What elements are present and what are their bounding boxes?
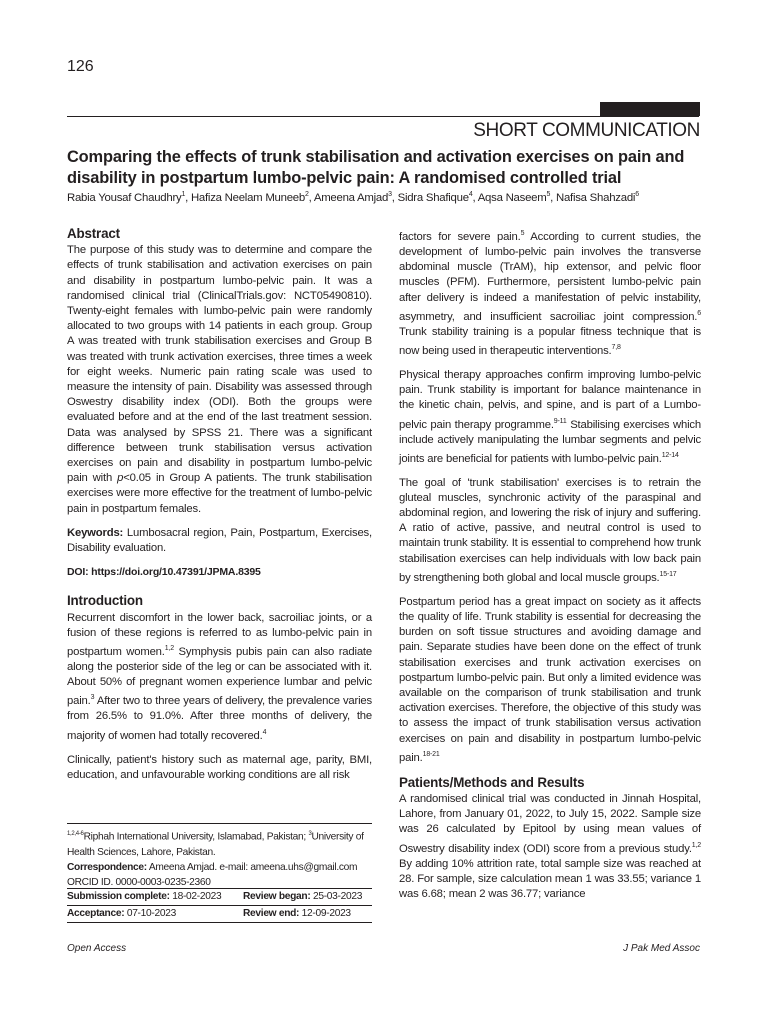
right-paragraph-2: Physical therapy approaches confirm improving lumbo-pelvic pain. Trunk stability is important for balance maintenance in the kinetic chain, pelvis, and spine, and is part of a Lumbo-pelvic pain therapy programme.$^{9-11}$ Stabilising exercises which include actively manipulating the lumbar segments and pelvic joints are beneficial for patients with lumbo-pelvic pain.$^{12-14}$ (399, 368, 701, 465)
citation-ref[interactable]: 5 (520, 230, 525, 237)
footer-open-access: Open Access (67, 943, 127, 954)
citation-ref[interactable]: 4 (262, 728, 267, 736)
acceptance-date: Acceptance: 07-10-2023 (67, 907, 176, 919)
right-paragraph-1: factors for severe pain.$^5$ According to current studies, the development of lumbo-pelvic pain involves the transverse abdominal muscle (TrAM), hip extensor, and pelvic floor muscles (PFM). Furthermore, persistent lumbo-pelvic pain after delivery is indeed a manifestation of pelvic instability, asymmetry, and insufficient sacroiliac joint compression.$^6$ Trunk stability training is a popular fitness technique that is now being used in therapeutic interventions.$^{7,8}$ (399, 230, 701, 357)
citation-ref[interactable]: 1,2 (691, 841, 701, 849)
right-paragraph-4: Postpartum period has a great impact on society as it affects the quality of life. Trunk stability is essential for decreasing the burden on soft tissue structures and avoiding damage and pain. Separate studies have been done on the effect of trunk stabilisation exercises and trunk activation exercises on postpartum lumbo-pelvic pain. But only a limited evidence was available on the comparison of trunk stabilisation and trunk activation exercises. Therefore, the objective of this study was to assess the impact of trunk stabilisation versus activation exercises on pain and disability in postpartum lumbo-pelvic pain.$^{18-21}$ (399, 595, 701, 764)
footnotes (67, 827, 372, 891)
author-list: Rabia Yousaf Chaudhry$^1$, Hafiza Neelam Muneeb$^2$, Ameena Amjad$^3$, Sidra Shafique$^4$, Aqsa Naseem$^5$, Nafisa Shahzadi$^6$ (67, 191, 639, 204)
citation-ref[interactable]: 15-17 (659, 570, 677, 578)
author-name: Aqsa Naseem$^5$ (477, 191, 551, 204)
citation-ref[interactable]: 18-21 (422, 750, 440, 758)
date-table (67, 888, 372, 923)
right-paragraph-3: The goal of 'trunk stabilisation' exercises is to retrain the gluteal muscles, synchronic activity of the paraspinal and abdominal region, and lowering the risk of injury and suffering. A ratio of active, passive, and neutral control is used to maintain trunk stability. It is essential to comprehend how trunk stabilisation exercises can help individuals with low back pain by strengthening both global and local muscle groups.$^{15-17}$ (399, 476, 701, 584)
abstract-text: The purpose of this study was to determine and compare the effects of trunk stabilisation and activation exercises on pain and disability in postpartum lumbo-pelvic pain. It was a randomised clinical trial (ClinicalTrials.gov: NCT05490810). Twenty-eight females with lumbo-pelvic pain were randomly allocated to two groups with 14 patients in each group. Group A was treated with trunk stabilisation exercises and Group B was treated with trunk activation exercises, three times a week for eight weeks. Numeric pain rating scale was used to measure the intensity of pain. Disability was assessed through Oswestry disability index (ODI). Both the groups were evaluated before and at the end of the last treatment session. Data was analysed by SPSS 21. There was a significant difference between trunk stabilisation versus activation exercises on pain and disability in postpartum lumbo-pelvic pain with p<0.05 in Group A patients. The trunk stabilisation exercises were more effective for the treatment of lumbo-pelvic pain in postpartum females. (67, 244, 372, 515)
citation-ref[interactable]: 7,8 (611, 343, 621, 351)
date-row-2 (67, 905, 372, 923)
header-rule (67, 116, 699, 117)
affiliation-line-1: $^{1,2,4-6}$Riphah International University, Islamabad, Pakistan; $^3$University of (67, 831, 364, 843)
author-name: Nafisa Shahzadi$^6$ (555, 191, 639, 204)
author-name: Rabia Yousaf Chaudhry$^1$ (67, 191, 186, 204)
left-column (67, 226, 372, 792)
citation-ref[interactable]: 12-14 (661, 451, 679, 459)
date-row-1 (67, 888, 372, 905)
citation-ref[interactable]: 1,2 (164, 645, 174, 653)
keywords: Keywords: Lumbosacral region, Pain, Postpartum, Exercises, Disability evaluation. (67, 526, 372, 555)
introduction-heading: Introduction (67, 593, 143, 609)
orcid: ORCID ID. 0000-0003-0235-2360 (67, 877, 211, 889)
author-name: Ameena Amjad$^3$ (313, 191, 392, 204)
methods-paragraph-1: A randomised clinical trial was conducted in Jinnah Hospital, Lahore, from January 01, 2022, to July 15, 2022. Sample size was 26 calculated by Epitool by using mean values of Oswestry disability index (ODI) score from a previous study.$^{1,2}$ By adding 10% attrition rate, total sample size was reached at 28. For sample, size calculation mean 1 was 33.55; variance 1 was 6.68; mean 2 was 36.77; variance (399, 793, 701, 901)
footnote-rule (67, 823, 372, 824)
footer-journal: J Pak Med Assoc (623, 943, 700, 954)
review-end-date: Review end: 12-09-2023 (243, 907, 351, 919)
intro-paragraph-1: Recurrent discomfort in the lower back, sacroiliac joints, or a fusion of these regions is referred to as lumbo-pelvic pain in postpartum women.$^{1,2}$ Symphysis pubis pain can also radiate along the posterior side of the leg or can be associated with it. About 50% of pregnant women experience lumbar and pelvic pain.$^3$ After two to three years of delivery, the prevalence varies from 26.5% to 91.0%. After three months of delivery, the majority of women had totally recovered.$^4$ (67, 611, 372, 742)
affiliation-line-2: Health Sciences, Lahore, Pakistan. (67, 846, 216, 858)
right-column (399, 226, 701, 911)
section-tag: SHORT COMMUNICATION (473, 120, 700, 141)
article-title: Comparing the effects of trunk stabilisation and activation exercises on pain and disability in postpartum lumbo-pelvic pain: A randomised controlled trial (67, 148, 685, 187)
abstract-heading: Abstract (67, 226, 120, 241)
correspondence: Correspondence: Ameena Amjad. e-mail: ameena.uhs@gmail.com (67, 861, 358, 873)
author-name: Hafiza Neelam Muneeb$^2$ (190, 191, 309, 204)
citation-ref[interactable]: 6 (697, 309, 701, 317)
submission-date: Submission complete: 18-02-2023 (67, 891, 222, 902)
review-began-date: Review began: 25-03-2023 (243, 891, 363, 902)
citation-ref[interactable]: 9-11 (553, 417, 567, 425)
doi-link[interactable]: DOI: https://doi.org/10.47391/JPMA.8395 (67, 566, 261, 579)
header-bar (600, 102, 700, 116)
intro-paragraph-2: Clinically, patient's history such as maternal age, parity, BMI, education, and unfavourable working conditions are all risk (67, 753, 372, 781)
page-number: 126 (67, 58, 94, 75)
methods-heading: Patients/Methods and Results (399, 774, 585, 790)
citation-ref[interactable]: 3 (90, 694, 95, 702)
author-name: Sidra Shafique$^4$ (397, 191, 473, 204)
